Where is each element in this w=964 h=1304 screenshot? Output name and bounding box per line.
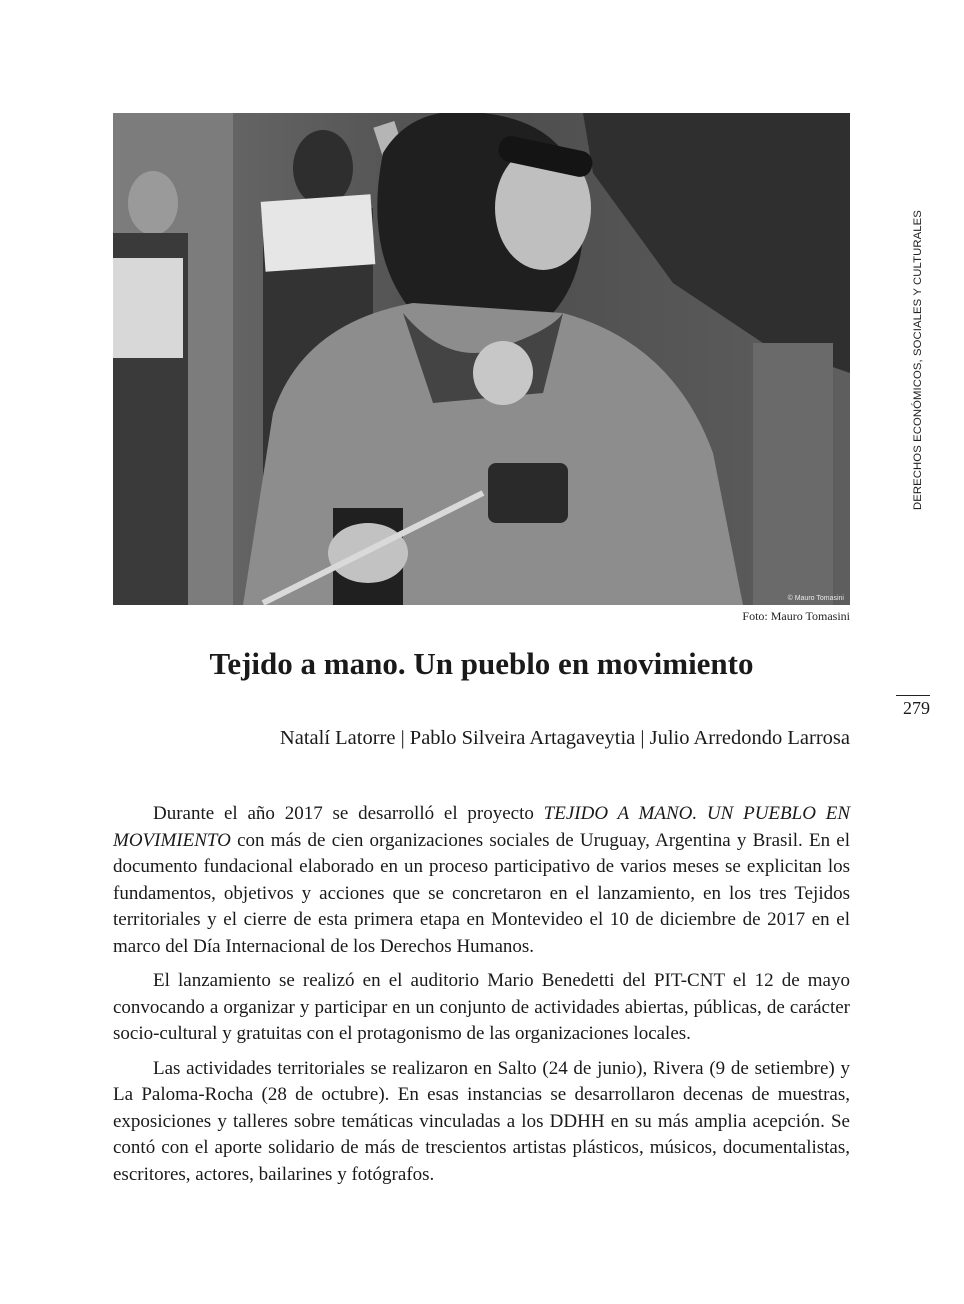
- article-title: Tejido a mano. Un pueblo en movimiento: [209, 646, 754, 681]
- paragraph-3: Las actividades territoriales se realizaron en Salto (24 de junio), Rivera (9 de setiembre) y La Paloma-Rocha (28 de octubre). En esas instancias se desarrollaron decenas de muestras, exposiciones y talleres sobre temáticas vinculadas a los DDHH en su más amplia acepción. Se contó con el aporte solidario de más de trescientos artistas plásticos, músicos, documentalistas, escritores, actores, bailarines y fotógrafos.: [113, 1057, 850, 1185]
- article-body: [113, 801, 850, 1196]
- page-number: 279: [896, 695, 930, 719]
- photo-caption: Foto: Mauro Tomasini: [742, 609, 850, 623]
- paragraph-1-start: Durante el año 2017 se desarrolló el proyecto: [153, 803, 544, 824]
- article-authors: Natalí Latorre | Pablo Silveira Artagaveytia | Julio Arredondo Larrosa: [279, 727, 850, 749]
- photo-illustration: [113, 113, 850, 605]
- paragraph-1-end: con más de cien organizaciones sociales de Uruguay, Argentina y Brasil. En el documento fundacional elaborado en un proceso participativo de varios meses se explicitan los fundamentos, objetivos y acciones que se concretaron en el lanzamiento, en los tres Tejidos territoriales y el cierre de esta primera etapa en Montevideo el 10 de diciembre de 2017 en el marco del Día Internacional de los Derechos Humanos.: [113, 829, 850, 957]
- photo-watermark: © Mauro Tomasini: [787, 595, 844, 602]
- protest-photo: [113, 113, 850, 605]
- paragraph-1: [113, 801, 850, 960]
- project-name-italic: TEJIDO A MANO. UN PUEBLO EN MOVIMIENTO: [113, 803, 851, 851]
- paragraph-2: El lanzamiento se realizó en el auditorio Mario Benedetti del PIT-CNT el 12 de mayo convocando a organizar y participar en un conjunto de actividades abiertas, públicas, de carácter socio-cultural y gratuitas con el protagonismo de las organizaciones locales.: [113, 970, 850, 1044]
- section-side-label: DERECHOS ECONÓMICOS, SOCIALES Y CULTURALES: [912, 210, 924, 510]
